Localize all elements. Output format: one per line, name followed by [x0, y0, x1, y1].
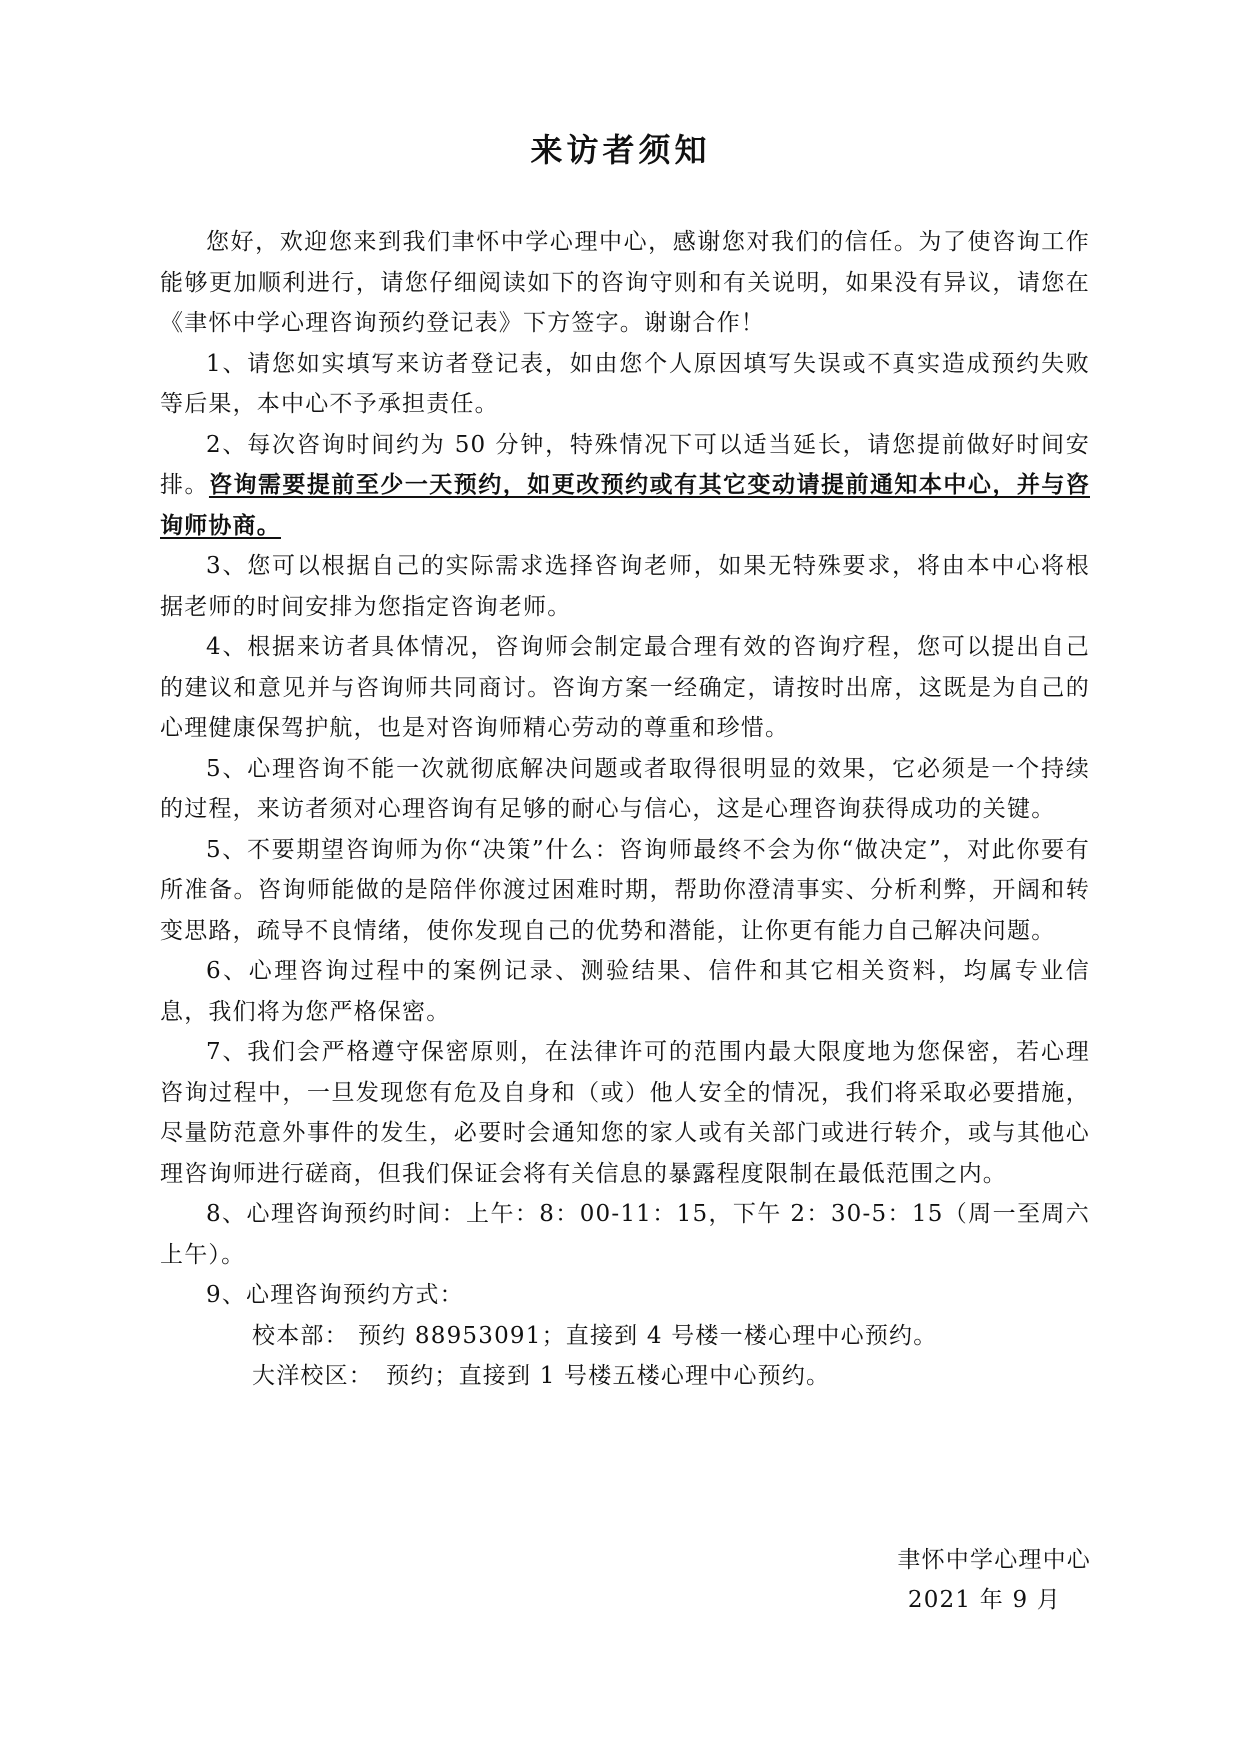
contact-row-dayang-campus	[160, 1356, 1090, 1397]
campus-detail: 预约；直接到 1 号楼五楼心理中心预约。	[386, 1363, 831, 1389]
rule-4: 4、根据来访者具体情况，咨询师会制定最合理有效的咨询疗程，您可以提出自己的建议和意见并与咨询师共同商讨。咨询方案一经确定，请按时出席，这既是为自己的心理健康保驾护航，也是对咨询师精心劳动的尊重和珍惜。	[160, 634, 1090, 741]
campus-name: 大洋校区：	[252, 1363, 373, 1389]
signature-block	[897, 1540, 1091, 1620]
rule-7: 7、我们会严格遵守保密原则，在法律许可的范围内最大限度地为您保密，若心理咨询过程中，一旦发现您有危及自身和（或）他人安全的情况，我们将采取必要措施，尽量防范意外事件的发生，必要时会通知您的家人或有关部门或进行转介，或与其他心理咨询师进行磋商，但我们保证会将有关信息的暴露程度限制在最低范围之内。	[160, 1039, 1090, 1187]
rule-2-text: 2、每次咨询时间约为 50 分钟，特殊情况下可以适当延长，请您提前做好时间安排。	[160, 431, 1090, 498]
rule-2	[160, 425, 1090, 547]
notice-body	[160, 222, 1090, 1397]
rule-8: 8、心理咨询预约时间：上午：8：00-11：15，下午 2：30-5：15（周一至周六上午）。	[160, 1201, 1090, 1268]
page-title: 来访者须知	[530, 131, 711, 169]
rule-2-emphasis: 咨询需要提前至少一天预约，如更改预约或有其它变动请提前通知本中心，并与咨询师协商。	[160, 471, 1090, 539]
rule-6: 6、心理咨询过程中的案例记录、测验结果、信件和其它相关资料，均属专业信息，我们将为您严格保密。	[160, 958, 1090, 1025]
intro-paragraph: 您好，欢迎您来到我们聿怀中学心理中心，感谢您对我们的信任。为了使咨询工作能够更加顺利进行，请您仔细阅读如下的咨询守则和有关说明，如果没有异议，请您在《聿怀中学心理咨询预约登记表》下方签字。谢谢合作！	[160, 229, 1090, 336]
rule-5b: 5、不要期望咨询师为你“决策”什么：咨询师最终不会为你“做决定”，对此你要有所准备。咨询师能做的是陪伴你渡过困难时期，帮助你澄清事实、分析利弊，开阔和转变思路，疏导不良情绪，使你发现自己的优势和潜能，让你更有能力自己解决问题。	[160, 836, 1090, 944]
rule-1: 1、请您如实填写来访者登记表，如由您个人原因填写失误或不真实造成预约失败等后果，本中心不予承担责任。	[160, 350, 1090, 417]
contact-row-main-campus	[160, 1316, 1090, 1357]
rule-9: 9、心理咨询预约方式：	[206, 1282, 464, 1308]
campus-name: 校本部：	[252, 1322, 349, 1349]
rule-3: 3、您可以根据自己的实际需求选择咨询老师，如果无特殊要求，将由本中心将根据老师的时间安排为您指定咨询老师。	[160, 553, 1090, 620]
signature-date: 2021 年 9 月	[907, 1587, 1061, 1613]
signature-org: 聿怀中学心理中心	[897, 1547, 1091, 1573]
rule-5a: 5、心理咨询不能一次就彻底解决问题或者取得很明显的效果，它必须是一个持续的过程，来访者须对心理咨询有足够的耐心与信心，这是心理咨询获得成功的关键。	[160, 755, 1090, 822]
campus-detail: 预约 88953091；直接到 4 号楼一楼心理中心预约。	[358, 1322, 938, 1349]
